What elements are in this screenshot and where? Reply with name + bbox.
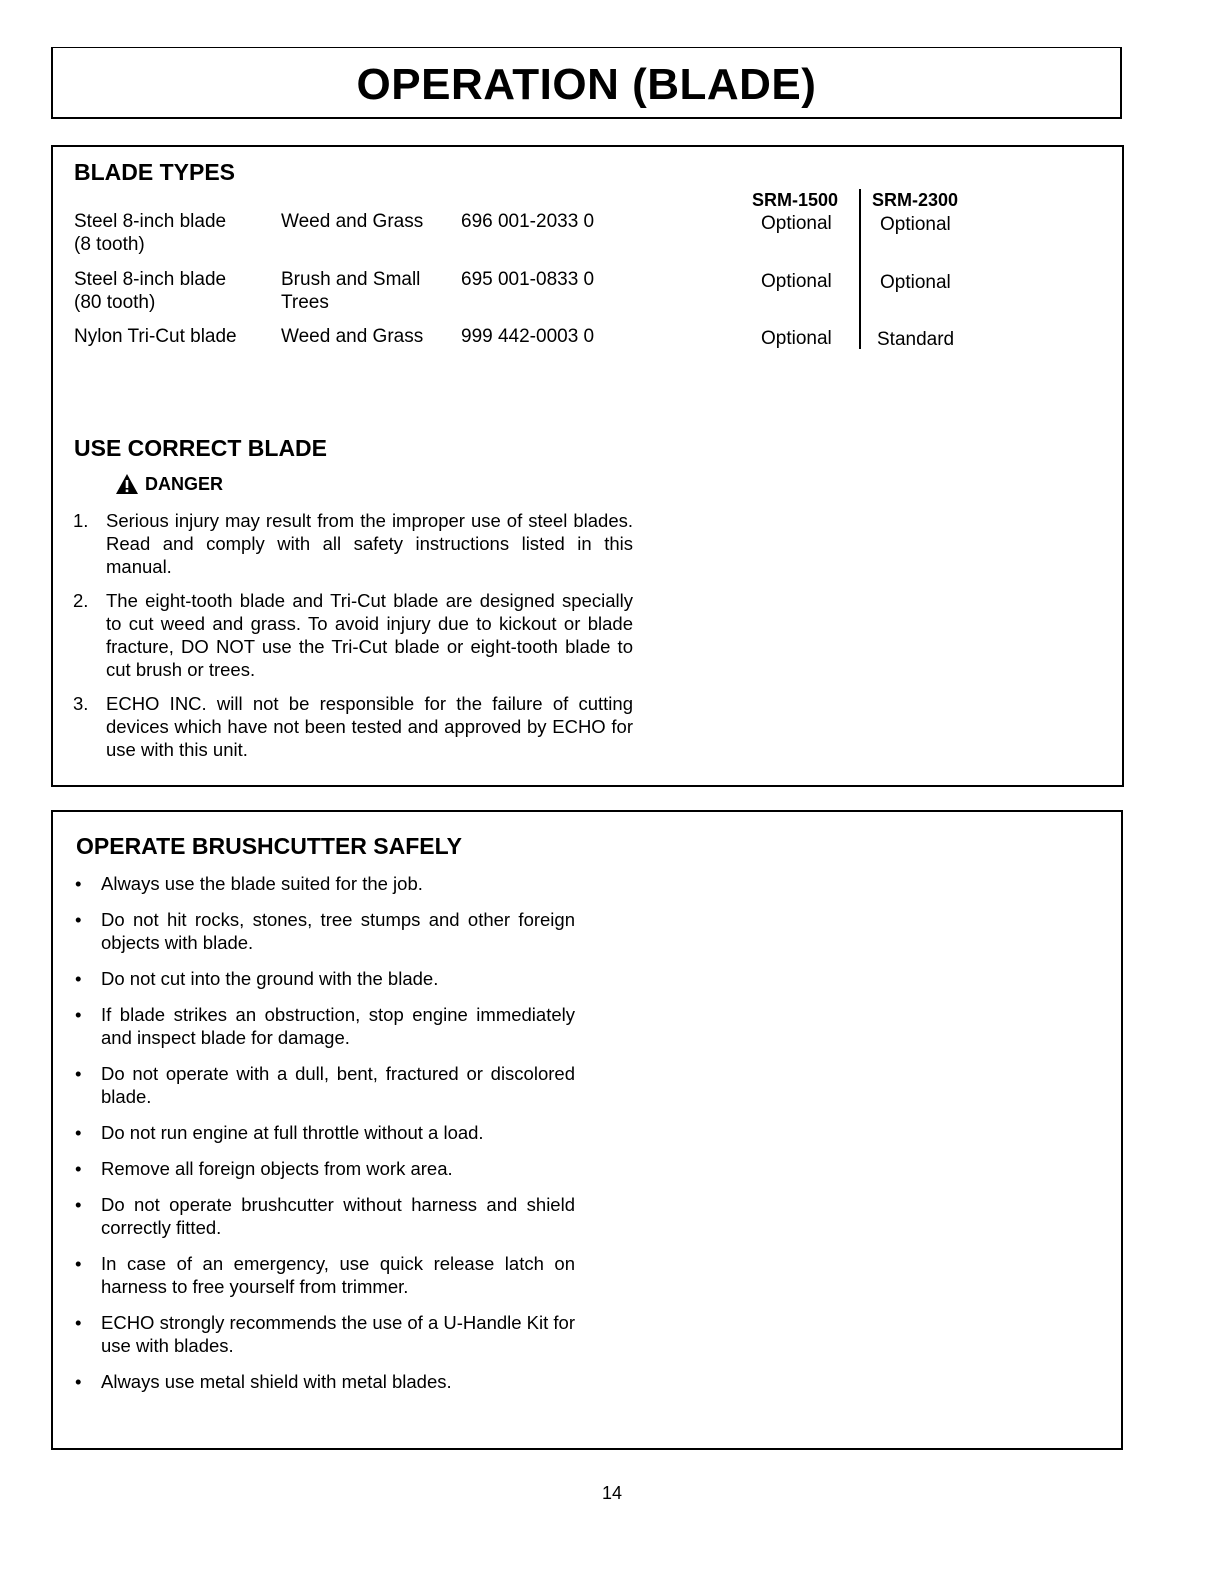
danger-item: 2. The eight-tooth blade and Tri-Cut blade are designed specially to cut weed and grass. To avoid injury due to kickout or blade fracture, DO NOT use the Tri-Cut blade or eight-tooth blade to cut brush or trees. (73, 590, 633, 680)
blade-types-heading: BLADE TYPES (74, 159, 236, 185)
blade-row-3-srm1500: Optional (761, 328, 832, 349)
safety-item: • Do not run engine at full throttle without a load. (75, 1122, 484, 1143)
blade-row-1-part: 696 001-2033 0 (461, 211, 595, 232)
safety-list (75, 872, 575, 1406)
danger-text: DANGER (145, 473, 224, 494)
model-header-srm1500: SRM-1500 (752, 190, 839, 210)
safety-item: • Remove all foreign objects from work area. (75, 1158, 453, 1179)
blade-row-2-srm2300: Optional (880, 272, 951, 293)
safety-item: • Always use the blade suited for the job. (75, 873, 423, 894)
blade-row-1-srm1500: Optional (761, 213, 832, 234)
safety-item: • Do not operate brushcutter without harness and shield correctly fitted. (75, 1194, 575, 1238)
blade-row-2-use: Brush and Small Trees (281, 269, 421, 313)
blade-row-2-part: 695 001-0833 0 (461, 269, 595, 290)
warning-triangle-icon (115, 473, 139, 495)
safety-item: • Do not cut into the ground with the blade. (75, 968, 439, 989)
page-number: 14 (601, 1483, 623, 1503)
danger-item: 3. ECHO INC. will not be responsible for the failure of cutting devices which have not been tested and approved by ECHO for use with this unit. (73, 693, 633, 760)
title-box (51, 47, 1122, 119)
blade-row-3-type: Nylon Tri-Cut blade (74, 326, 237, 347)
safety-item: • In case of an emergency, use quick release latch on harness to free yourself from trimmer. (75, 1253, 575, 1297)
blade-row-3-srm2300: Standard (877, 329, 955, 350)
safety-section-box (51, 810, 1123, 1450)
blade-row-1-use: Weed and Grass (281, 211, 424, 232)
blade-row-3-part: 999 442-0003 0 (461, 326, 595, 347)
danger-item: 1. Serious injury may result from the improper use of steel blades. Read and comply with all safety instructions listed in this manual. (73, 510, 633, 577)
blade-row-1-srm2300: Optional (880, 214, 951, 235)
safety-item: • ECHO strongly recommends the use of a U-Handle Kit for use with blades. (75, 1312, 575, 1356)
safety-item: • Do not operate with a dull, bent, fractured or discolored blade. (75, 1063, 575, 1107)
blade-row-3-use: Weed and Grass (281, 326, 424, 347)
blade-section-box (51, 145, 1124, 787)
use-correct-blade-heading: USE CORRECT BLADE (74, 435, 328, 461)
safety-item: • Do not hit rocks, stones, tree stumps and other foreign objects with blade. (75, 909, 575, 953)
model-header-srm2300: SRM-2300 (872, 190, 959, 210)
danger-label (115, 473, 223, 495)
blade-row-2-srm1500: Optional (761, 271, 832, 292)
page-title: OPERATION (BLADE) (356, 60, 817, 109)
operate-safely-heading: OPERATE BRUSHCUTTER SAFELY (76, 833, 462, 859)
safety-item: • If blade strikes an obstruction, stop engine immediately and inspect blade for damage. (75, 1004, 575, 1048)
danger-list (73, 509, 633, 772)
model-column-divider (859, 189, 861, 349)
blade-row-1-type: Steel 8-inch blade (8 tooth) (74, 211, 227, 255)
safety-item: • Always use metal shield with metal blades. (75, 1371, 452, 1392)
blade-row-2-type: Steel 8-inch blade (80 tooth) (74, 269, 227, 313)
